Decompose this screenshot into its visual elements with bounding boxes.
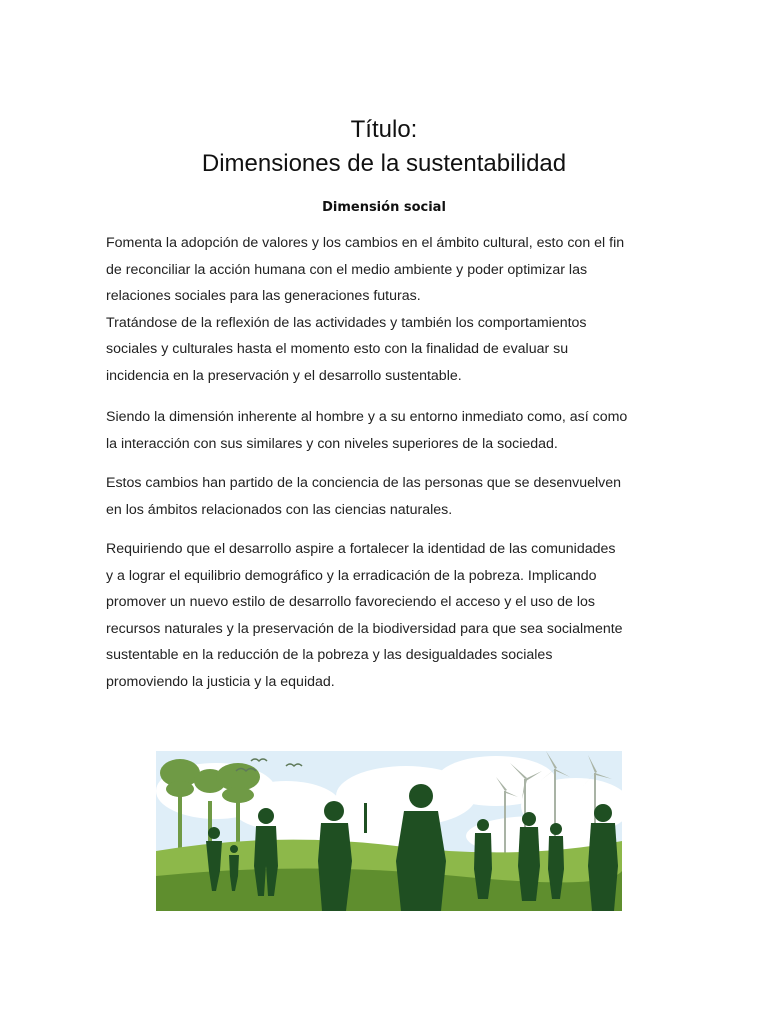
paragraph-line: relaciones sociales para las generaciones futuras.	[106, 288, 421, 304]
paragraph-line: recursos naturales y la preservación de la biodiversidad para que sea socialmente	[106, 620, 623, 637]
document-title	[0, 113, 768, 181]
paragraph-line: sustentable en la reducción de la pobreza y las desigualdades sociales	[106, 647, 553, 663]
title-label: Título:	[350, 116, 418, 143]
paragraph-line: promoviendo la justicia y la equidad.	[106, 673, 335, 690]
paragraph-line: Tratándose de la reflexión de las actividades y también los comportamientos	[106, 314, 587, 331]
paragraph-4	[106, 536, 666, 695]
paragraph-line: de reconciliar la acción humana con el medio ambiente y poder optimizar las	[106, 261, 588, 278]
paragraph-line: en los ámbitos relacionados con las ciencias naturales.	[106, 501, 453, 518]
paragraph-line: Estos cambios han partido de la conciencia de las personas que se desenvuelven	[106, 475, 622, 491]
paragraph-line: y a lograr el equilibrio demográfico y la erradicación de la pobreza. Implicando	[106, 567, 597, 584]
paragraph-line: incidencia en la preservación y el desarrollo sustentable.	[106, 367, 462, 384]
paragraph-line: la interacción con sus similares y con niveles superiores de la sociedad.	[106, 435, 558, 452]
paragraph-line: Fomenta la adopción de valores y los cambios en el ámbito cultural, esto con el fin	[106, 235, 625, 251]
paragraph-line: Siendo la dimensión inherente al hombre y a su entorno inmediato como, así como	[106, 409, 628, 425]
illustration-svg	[156, 751, 622, 911]
paragraph-line: promover un nuevo estilo de desarrollo favoreciendo el acceso y el uso de los	[106, 594, 595, 610]
sustainability-illustration	[156, 751, 622, 911]
paragraph-2	[106, 404, 666, 457]
paragraph-1	[106, 230, 666, 389]
paragraph-line: Requiriendo que el desarrollo aspire a fortalecer la identidad de las comunidades	[106, 541, 616, 557]
section-heading: Dimensión social	[322, 200, 446, 215]
title-text: Dimensiones de la sustentabilidad	[201, 150, 567, 177]
paragraph-3	[106, 470, 666, 523]
paragraph-line: sociales y culturales hasta el momento esto con la finalidad de evaluar su	[106, 341, 569, 357]
